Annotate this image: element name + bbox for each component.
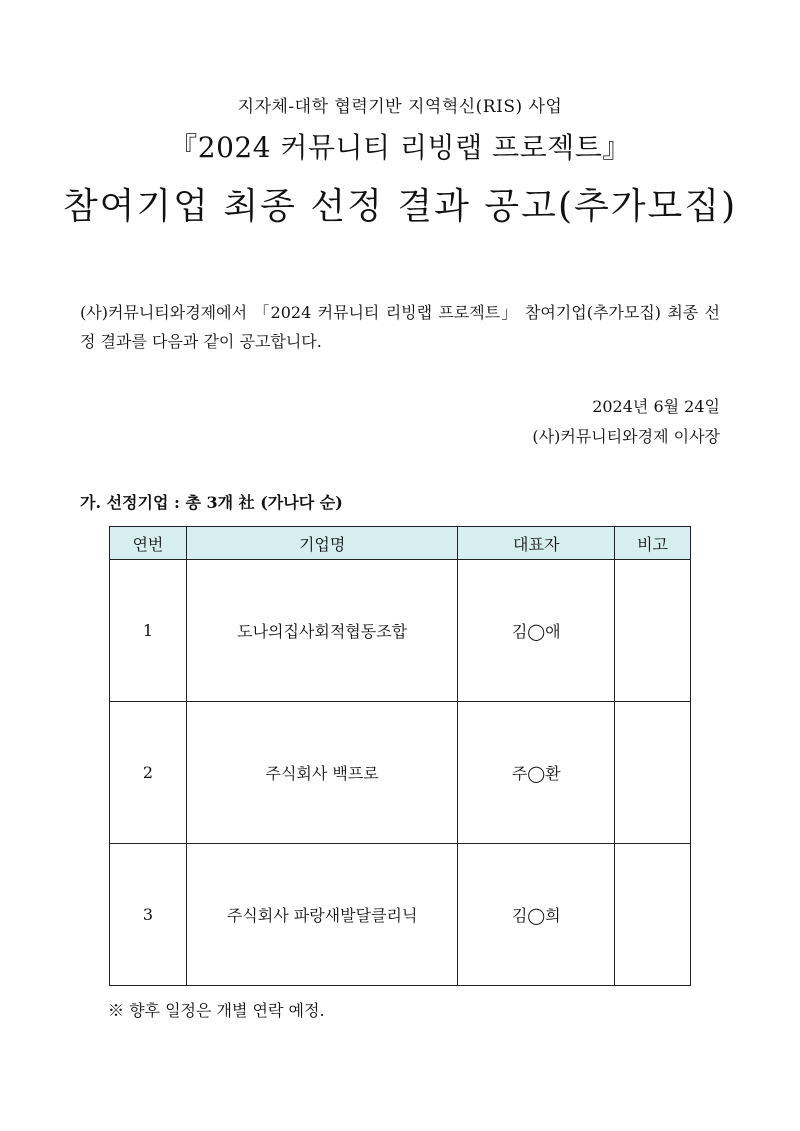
cell-representative: 주◯환 [458,702,615,844]
column-header-company: 기업명 [186,527,458,560]
project-title: 『2024 커뮤니티 리빙랩 프로젝트』 [169,131,631,164]
cell-no: 2 [110,702,187,844]
cell-note [615,702,691,844]
cell-company: 주식회사 백프로 [186,702,458,844]
cell-company: 도나의집사회적협동조합 [186,560,458,702]
intro-paragraph: (사)커뮤니티와경제에서 「2024 커뮤니티 리빙랩 프로젝트」 참여기업(추가모집) 최종 선정 결과를 다음과 같이 공고합니다. [80,303,720,351]
table-row [110,702,691,844]
selected-companies-table [109,526,691,986]
announcement-title: 참여기업 최종 선정 결과 공고(추가모집) [62,186,738,227]
cell-company: 주식회사 파랑새발달클리닉 [186,844,458,986]
table-header-row [110,527,691,560]
follow-up-note: ※ 향후 일정은 개별 연락 예정. [108,1001,325,1020]
project-subtitle: 지자체-대학 협력기반 지역혁신(RIS) 사업 [237,97,563,117]
table-row [110,560,691,702]
column-header-note: 비고 [615,527,691,560]
column-header-no: 연번 [110,527,187,560]
cell-note [615,560,691,702]
table-row [110,844,691,986]
announcement-date: 2024년 6월 24일 [592,397,720,416]
cell-note [615,844,691,986]
cell-no: 1 [110,560,187,702]
selected-companies-heading: 가. 선정기업 : 총 3개 社 (가나다 순) [80,493,343,512]
column-header-representative: 대표자 [458,527,615,560]
cell-representative: 김◯희 [458,844,615,986]
announcement-signer: (사)커뮤니티와경제 이사장 [532,427,720,446]
cell-representative: 김◯애 [458,560,615,702]
cell-no: 3 [110,844,187,986]
